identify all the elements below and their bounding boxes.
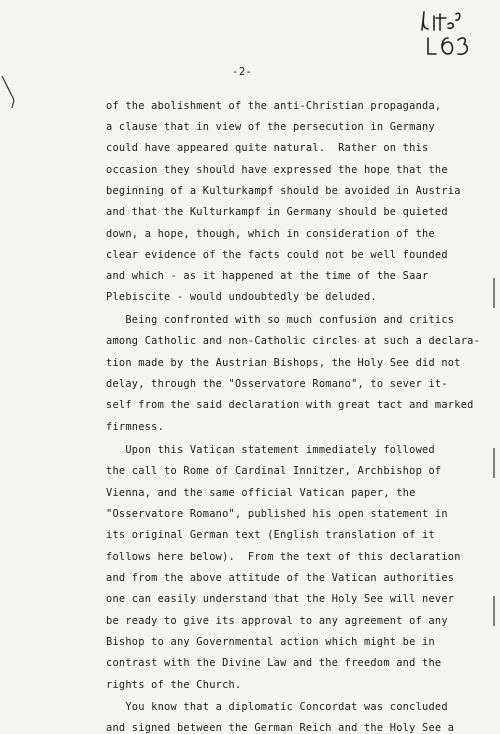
- page-number: -2-: [232, 66, 253, 78]
- handwritten-annotation-icon: [418, 8, 492, 60]
- text-line: among Catholic and non-Catholic circles at such a declara-: [106, 335, 481, 347]
- text-line: beginning of a Kulturkampf should be avoided in Austria: [106, 185, 461, 197]
- text-line: down, a hope, though, which in consideration of the: [106, 228, 435, 240]
- text-line: its original German text (English translation of it: [106, 529, 435, 541]
- margin-mark-right: [488, 448, 498, 478]
- text-line: and that the Kulturkampf in Germany should be quieted: [106, 206, 448, 218]
- text-line: of the abolishment of the anti-Christian propaganda,: [106, 100, 442, 112]
- text-line: "Osservatore Romano", published his open statement in: [106, 508, 448, 520]
- text-line: Upon this Vatican statement immediately followed: [106, 444, 435, 456]
- margin-mark-left: [0, 70, 24, 110]
- text-line: one can easily understand that the Holy See will never: [106, 593, 455, 605]
- text-line: and signed between the German Reich and the Holy See a: [106, 722, 455, 734]
- text-line: Plebiscite - would undoubtedly be deluded.: [106, 291, 377, 303]
- text-line: and from the above attitude of the Vatican authorities: [106, 572, 455, 584]
- text-line: delay, through the "Osservatore Romano", to sever it-: [106, 378, 448, 390]
- text-line: follows here below). From the text of this declaration: [106, 551, 461, 563]
- margin-mark-right: [488, 596, 498, 626]
- text-line: self from the said declaration with great tact and marked: [106, 399, 474, 411]
- text-line: You know that a diplomatic Concordat was concluded: [106, 701, 448, 713]
- handwritten-annotation: [418, 8, 492, 60]
- margin-mark-right: [488, 278, 498, 308]
- text-line: rights of the Church.: [106, 679, 242, 691]
- text-line: a clause that in view of the persecution in Germany: [106, 121, 435, 133]
- text-line: Bishop to any Governmental action which might be in: [106, 636, 435, 648]
- text-line: could have appeared quite natural. Rather on this: [106, 142, 429, 154]
- text-line: clear evidence of the facts could not be well founded: [106, 249, 448, 261]
- text-line: and which - as it happened at the time of the Saar: [106, 270, 429, 282]
- text-line: firmness.: [106, 421, 165, 433]
- text-line: the call to Rome of Cardinal Innitzer, Archbishop of: [106, 465, 442, 477]
- text-line: contrast with the Divine Law and the freedom and the: [106, 657, 442, 669]
- text-line: occasion they should have expressed the hope that the: [106, 164, 448, 176]
- text-line: tion made by the Austrian Bishops, the Holy See did not: [106, 357, 461, 369]
- text-line: be ready to give its approval to any agreement of any: [106, 615, 448, 627]
- text-line: Vienna, and the same official Vatican paper, the: [106, 487, 416, 499]
- text-line: Being confronted with so much confusion and critics: [106, 314, 455, 326]
